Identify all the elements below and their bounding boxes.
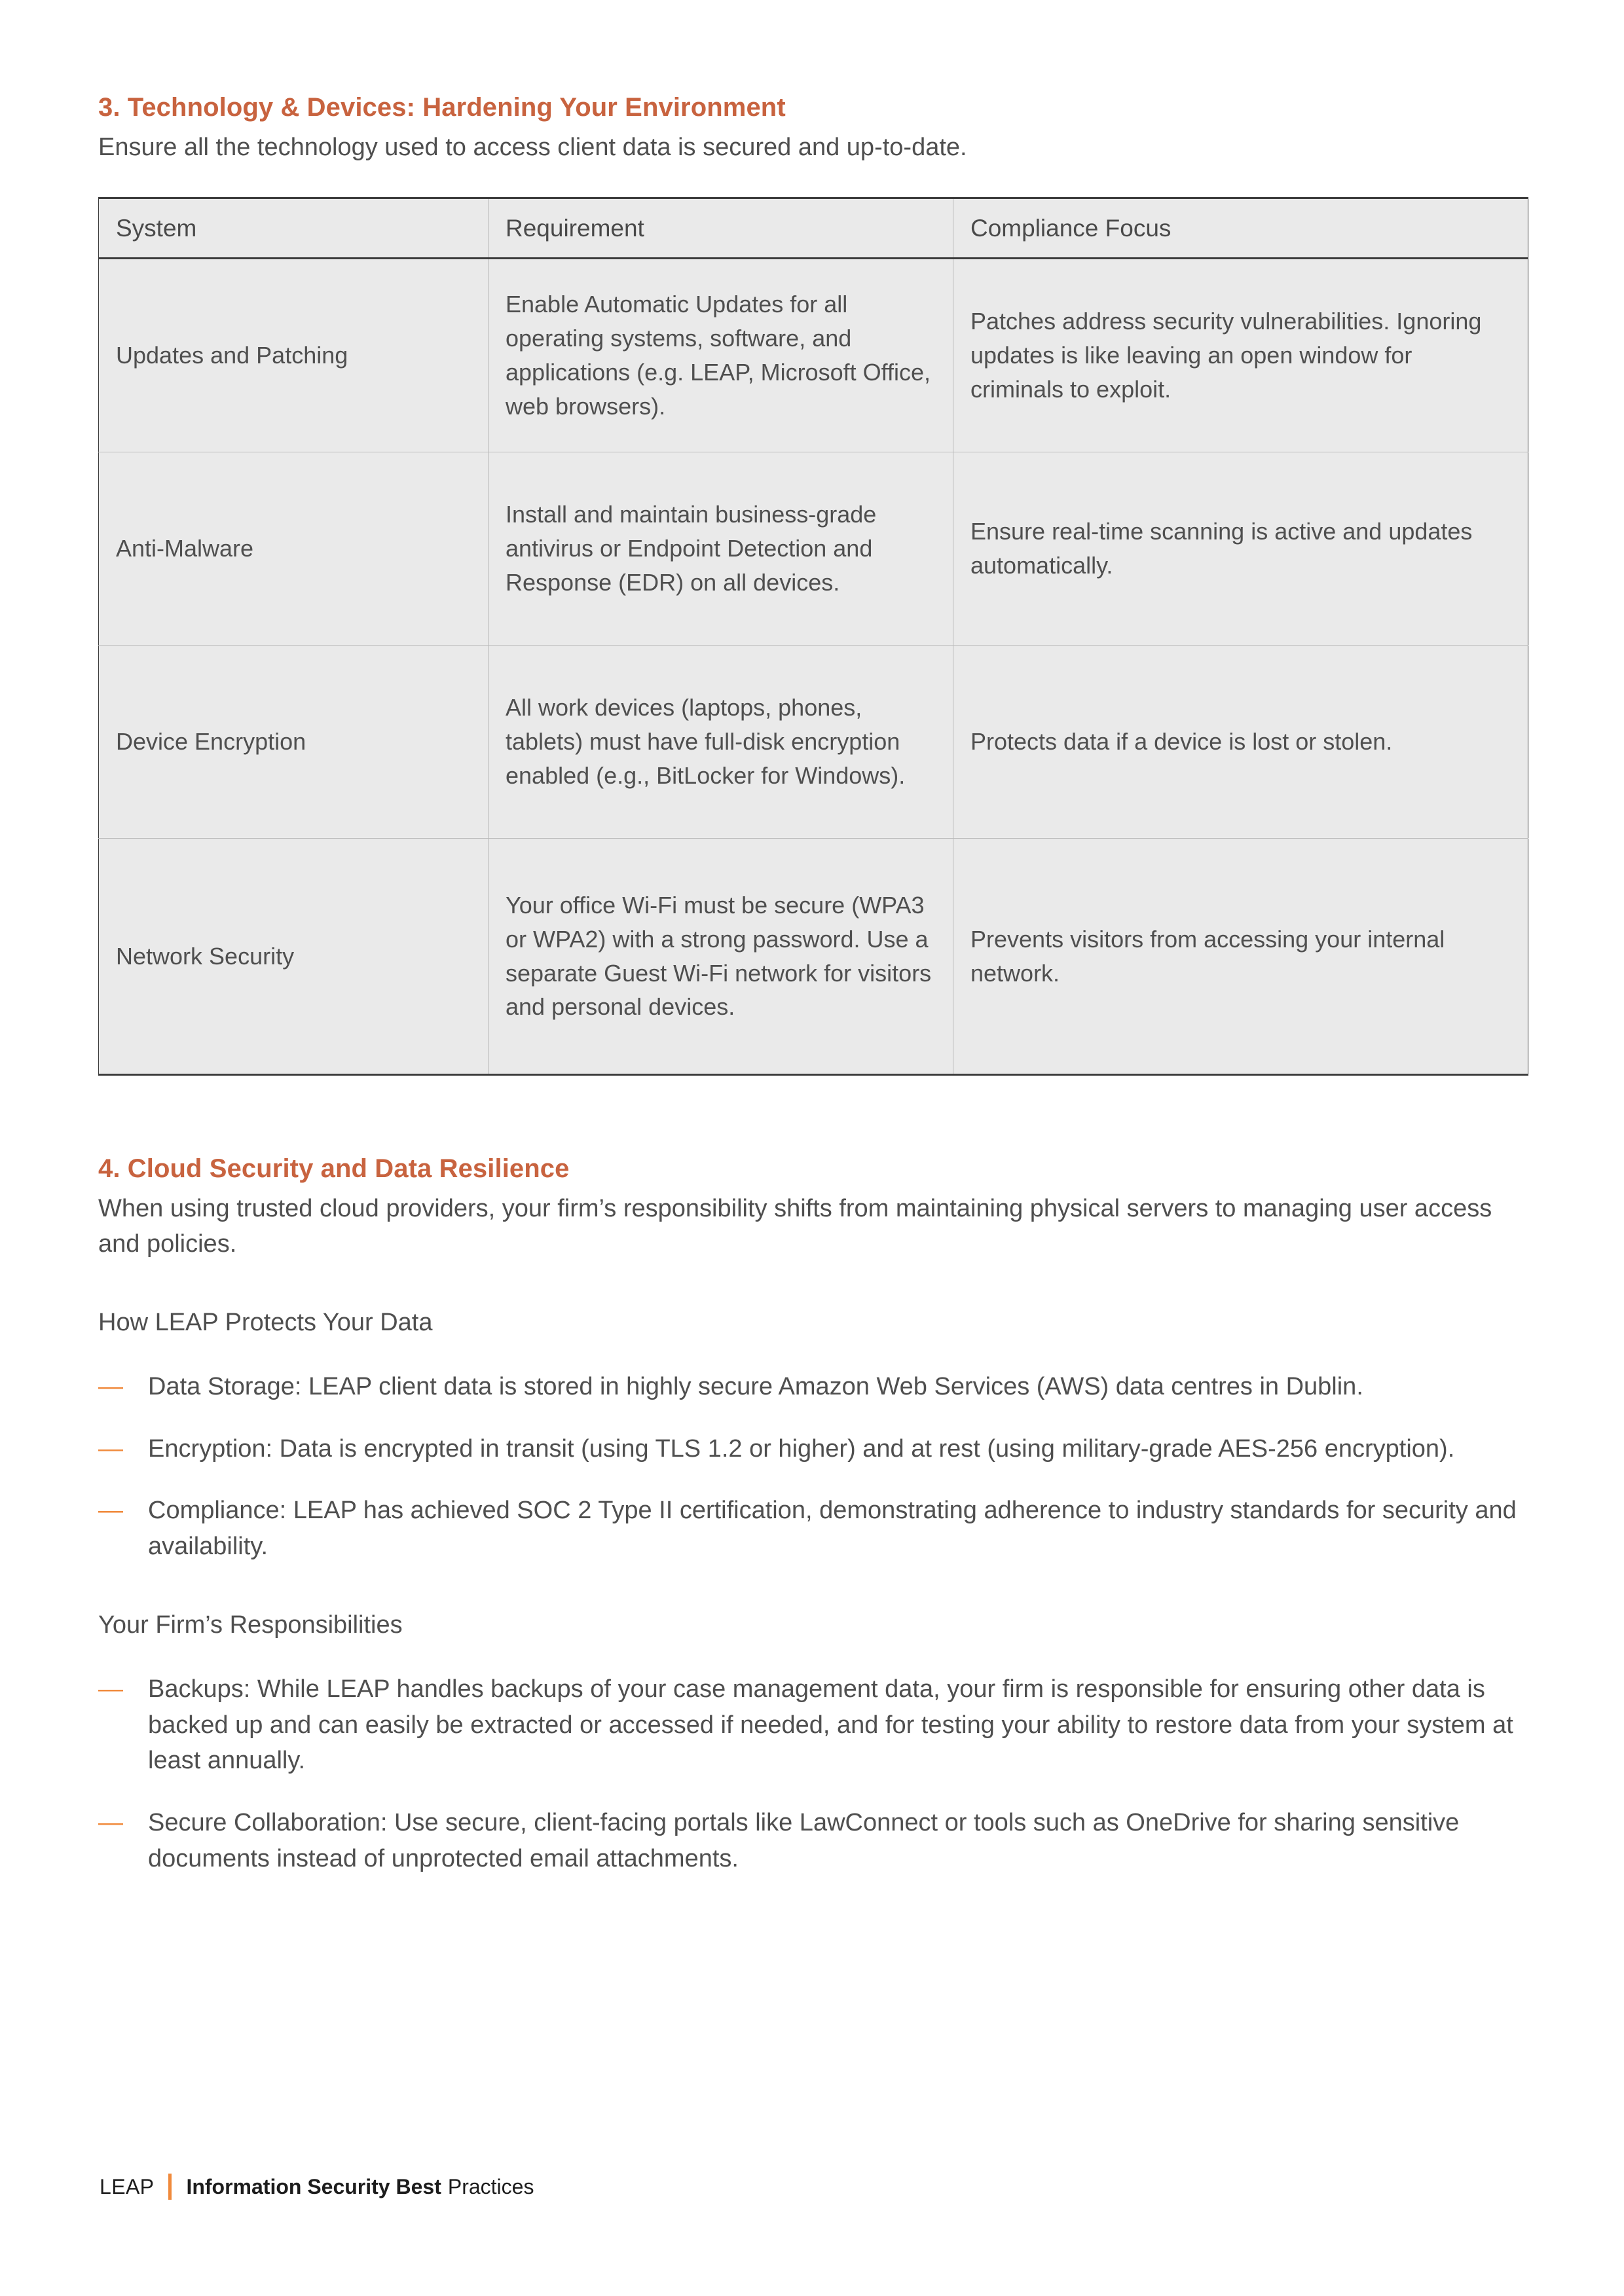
cell-compliance-focus: Patches address security vulnerabilities. Ignoring updates is like leaving an open window for criminals to exploit.	[953, 259, 1528, 452]
list-item-text: Data Storage: LEAP client data is stored in highly secure Amazon Web Services (AWS) data centres in Dublin.	[148, 1372, 1363, 1400]
technology-requirements-table	[98, 197, 1528, 1076]
table-row	[99, 646, 1528, 839]
list-item	[98, 1671, 1528, 1779]
leap-protections-list	[98, 1369, 1528, 1565]
list-item	[98, 1805, 1528, 1876]
section-4-intro: When using trusted cloud providers, your firm’s responsibility shifts from maintaining physical servers to managing user access and policies.	[98, 1194, 1492, 1258]
section-3-intro: Ensure all the technology used to access client data is secured and up-to-date.	[98, 133, 967, 161]
firm-responsibilities-list	[98, 1671, 1528, 1877]
list-item	[98, 1493, 1528, 1564]
footer-title-bold: Information Security Best	[186, 2174, 441, 2198]
em-dash-bullet-icon: —	[98, 1497, 122, 1525]
footer-title-rest: Practices	[447, 2174, 534, 2198]
em-dash-bullet-icon: —	[98, 1675, 122, 1703]
cell-system: Updates and Patching	[99, 259, 489, 452]
section-4-heading: 4. Cloud Security and Data Resilience	[98, 1154, 570, 1184]
list-item	[98, 1431, 1528, 1467]
list-item-text: Backups: While LEAP handles backups of your case management data, your firm is responsible for ensuring other data is backed up and can easily be extracted or accessed if needed, and for testing your ability to restore data from your system at least annually.	[148, 1675, 1513, 1775]
cell-requirement: All work devices (laptops, phones, tablets) must have full-disk encryption enabled (e.g., BitLocker for Windows).	[489, 646, 953, 839]
cell-compliance-focus: Ensure real-time scanning is active and updates automatically.	[953, 452, 1528, 646]
spacer	[98, 1643, 1528, 1671]
spacer	[98, 1565, 1528, 1608]
cell-system: Network Security	[99, 839, 489, 1075]
em-dash-bullet-icon: —	[98, 1434, 122, 1463]
footer-brand-leap: LEAP	[100, 2174, 155, 2198]
table-header-row	[99, 198, 1528, 258]
table-row	[99, 839, 1528, 1075]
cell-compliance-focus: Prevents visitors from accessing your internal network.	[953, 839, 1528, 1075]
cell-system: Device Encryption	[99, 646, 489, 839]
section-4	[98, 1153, 1528, 1877]
table-row	[99, 259, 1528, 452]
section-3-heading: 3. Technology & Devices: Hardening Your Environment	[98, 93, 786, 122]
table-header	[99, 198, 1528, 258]
table-body	[99, 259, 1528, 1075]
column-header-system: System	[99, 198, 489, 258]
column-header-compliance-focus: Compliance Focus	[953, 198, 1528, 258]
column-header-requirement: Requirement	[489, 198, 953, 258]
subheading-how-leap-protects-your-data: How LEAP Protects Your Data	[98, 1308, 433, 1336]
list-item-text: Secure Collaboration: Use secure, client-facing portals like LawConnect or tools such as OneDrive for sharing sensitive documents instead of unprotected email attachments.	[148, 1809, 1460, 1872]
list-item-text: Compliance: LEAP has achieved SOC 2 Type II certification, demonstrating adherence to industry standards for security and availability.	[148, 1497, 1517, 1561]
cell-requirement: Install and maintain business-grade antivirus or Endpoint Detection and Response (EDR) on all devices.	[489, 452, 953, 646]
subheading-your-firms-responsibilities: Your Firm’s Responsibilities	[98, 1611, 403, 1639]
spacer	[98, 1262, 1528, 1305]
spacer	[98, 1340, 1528, 1369]
page-content	[98, 92, 1528, 1877]
em-dash-bullet-icon: —	[98, 1372, 122, 1400]
cell-requirement: Your office Wi-Fi must be secure (WPA3 or WPA2) with a strong password. Use a separate Guest Wi-Fi network for visitors and personal devices.	[489, 839, 953, 1075]
table-row	[99, 452, 1528, 646]
em-dash-bullet-icon: —	[98, 1809, 122, 1837]
cell-system: Anti-Malware	[99, 452, 489, 646]
cell-compliance-focus: Protects data if a device is lost or stolen.	[953, 646, 1528, 839]
list-item-text: Encryption: Data is encrypted in transit (using TLS 1.2 or higher) and at rest (using military-grade AES-256 encryption).	[148, 1434, 1455, 1463]
page-footer	[100, 2174, 534, 2200]
footer-divider-icon	[168, 2174, 172, 2200]
cell-requirement: Enable Automatic Updates for all operating systems, software, and applications (e.g. LEAP, Microsoft Office, web browsers).	[489, 259, 953, 452]
list-item	[98, 1369, 1528, 1405]
